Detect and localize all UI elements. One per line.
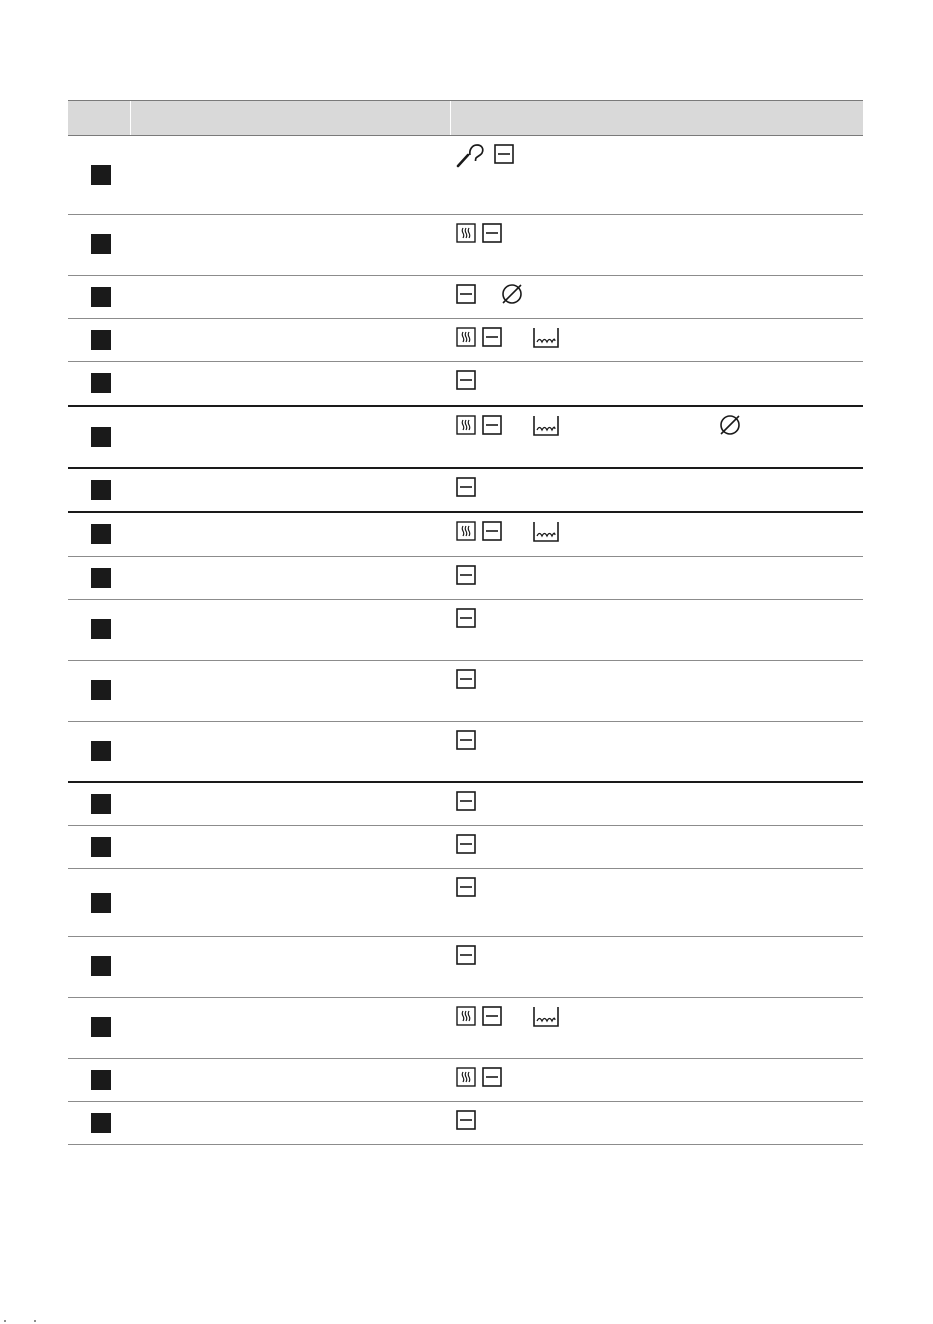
row-description (131, 998, 450, 1058)
row-number-box (91, 287, 111, 307)
row-description (131, 557, 450, 599)
row-description (131, 1059, 450, 1101)
header-col-description (131, 101, 451, 135)
row-number-box (91, 680, 111, 700)
row-description (131, 362, 450, 405)
row-number-box (91, 893, 111, 913)
cavity-icon (482, 223, 502, 243)
steam-icon (456, 223, 476, 243)
table-row (68, 136, 863, 215)
cavity-icon (456, 945, 476, 965)
cavity-icon (482, 327, 502, 347)
row-number-box (91, 330, 111, 350)
row-description (131, 1102, 450, 1144)
row-number-box (91, 373, 111, 393)
table-row (68, 407, 863, 469)
program-table (68, 100, 863, 1145)
table-row (68, 469, 863, 513)
table-row (68, 1059, 863, 1102)
row-number-box (91, 794, 111, 814)
steam-icon (456, 1067, 476, 1087)
row-description (131, 937, 450, 997)
diameter-icon (500, 282, 524, 306)
table-row (68, 783, 863, 826)
row-description (131, 661, 450, 721)
cavity-icon (456, 608, 476, 628)
row-number-box (91, 1017, 111, 1037)
table-row (68, 722, 863, 783)
wrench-icon (456, 142, 486, 168)
cavity-icon (456, 477, 476, 497)
row-description (131, 319, 450, 361)
steam-icon (456, 415, 476, 435)
water-tray-icon (532, 415, 560, 437)
table-row (68, 215, 863, 276)
row-number-box (91, 1113, 111, 1133)
steam-icon (456, 521, 476, 541)
table-row (68, 362, 863, 407)
cavity-icon (456, 791, 476, 811)
row-number-box (91, 741, 111, 761)
row-number-box (91, 427, 111, 447)
header-col-symbols (451, 101, 863, 135)
row-number-box (91, 165, 111, 185)
row-number-box (91, 956, 111, 976)
table-row (68, 513, 863, 557)
row-description (131, 136, 450, 214)
table-body (68, 136, 863, 1145)
row-description (131, 407, 450, 467)
row-number-box (91, 1070, 111, 1090)
cavity-icon (494, 144, 514, 164)
steam-icon (456, 1006, 476, 1026)
cavity-icon (456, 1110, 476, 1130)
row-number-box (91, 234, 111, 254)
table-row (68, 661, 863, 722)
table-row (68, 1102, 863, 1145)
row-description (131, 469, 450, 511)
row-description (131, 600, 450, 660)
row-description (131, 869, 450, 936)
row-description (131, 783, 450, 825)
row-number-box (91, 524, 111, 544)
cavity-icon (456, 669, 476, 689)
cavity-icon (482, 1006, 502, 1026)
table-row (68, 319, 863, 362)
cavity-icon (456, 834, 476, 854)
row-number-box (91, 568, 111, 588)
page-footer-mark (0, 1318, 40, 1324)
table-row (68, 600, 863, 661)
row-number-box (91, 619, 111, 639)
cavity-icon (482, 521, 502, 541)
cavity-icon (456, 370, 476, 390)
cavity-icon (456, 284, 476, 304)
table-row (68, 276, 863, 319)
table-header (68, 100, 863, 136)
row-number-box (91, 837, 111, 857)
row-description (131, 722, 450, 781)
cavity-icon (456, 877, 476, 897)
steam-icon (456, 327, 476, 347)
row-description (131, 215, 450, 275)
table-row (68, 869, 863, 937)
water-tray-icon (532, 521, 560, 543)
row-number-box (91, 480, 111, 500)
diameter-icon (718, 413, 742, 437)
cavity-icon (456, 565, 476, 585)
table-row (68, 557, 863, 600)
water-tray-icon (532, 327, 560, 349)
row-description (131, 513, 450, 556)
water-tray-icon (532, 1006, 560, 1028)
table-row (68, 937, 863, 998)
cavity-icon (456, 730, 476, 750)
cavity-icon (482, 415, 502, 435)
table-row (68, 826, 863, 869)
header-col-number (68, 101, 131, 135)
row-description (131, 826, 450, 868)
cavity-icon (482, 1067, 502, 1087)
table-row (68, 998, 863, 1059)
row-description (131, 276, 450, 318)
